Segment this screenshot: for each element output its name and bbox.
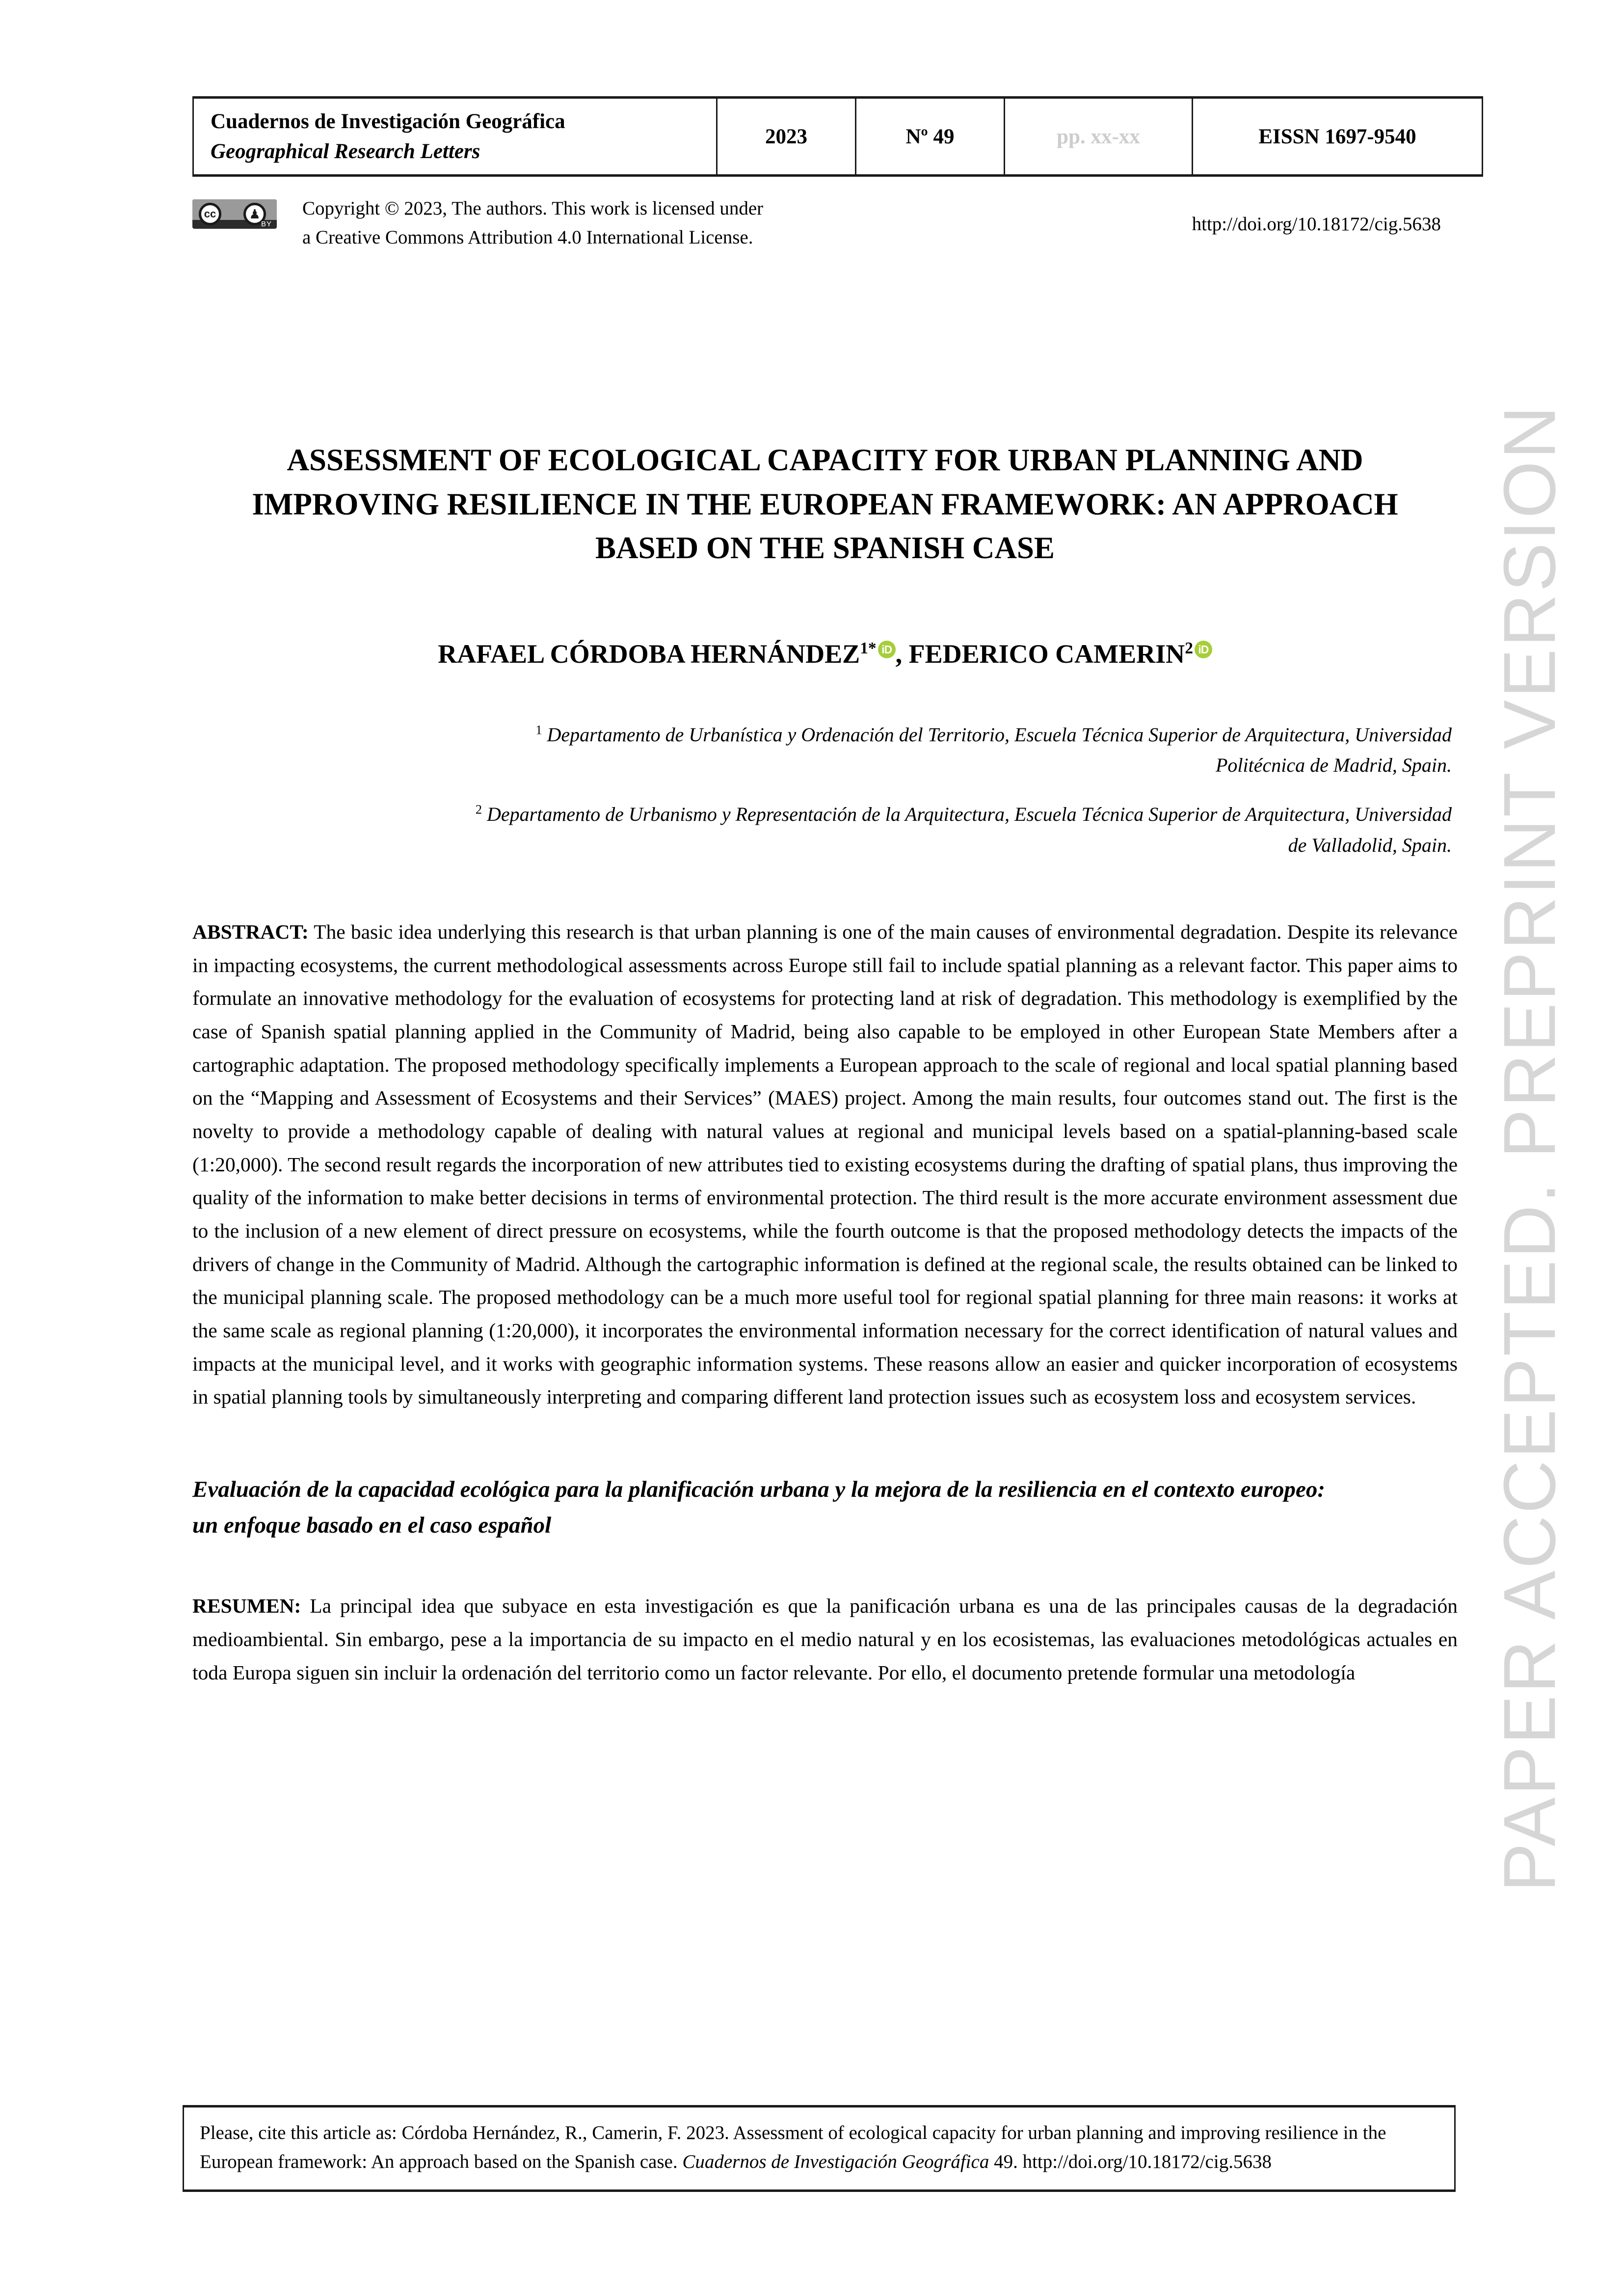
doi-link[interactable]: http://doi.org/10.18172/cig.5638	[1192, 214, 1441, 235]
author-list	[192, 637, 1458, 671]
orcid-icon-author-1[interactable]: iD	[878, 641, 896, 658]
license-line-2: a Creative Commons Attribution 4.0 International License.	[302, 226, 753, 248]
spanish-title: Evaluación de la capacidad ecológica para la planificación urbana y la mejora de la resiliencia en el contexto europeo: un enfoque basado en el caso español	[192, 1476, 1326, 1539]
affiliations-block	[192, 720, 1458, 861]
content-column	[192, 0, 1458, 1689]
resumen-section	[192, 1590, 1458, 1689]
license-text-block	[302, 194, 862, 252]
masthead-row	[193, 98, 1483, 176]
author-marker-1: 1*	[860, 639, 877, 658]
license-row	[192, 194, 1458, 252]
affiliation-1	[457, 720, 1452, 781]
cc-person-icon: ♟	[243, 203, 266, 225]
affiliation-marker-2: 2	[475, 802, 482, 817]
article-title: ASSESSMENT OF ECOLOGICAL CAPACITY FOR URBAN PLANNING AND IMPROVING RESILIENCE IN THE EUROPEAN FRAMEWORK: AN APPROACH BASED ON THE SPANISH CASE	[252, 443, 1398, 565]
journal-name-cell	[193, 98, 717, 176]
creative-commons-badge-icon	[192, 199, 277, 229]
journal-name-en: Geographical Research Letters	[211, 140, 480, 163]
journal-issue-number: Nº 49	[856, 98, 1005, 176]
citation-part-1: Please, cite this article as: Córdoba Hernández, R., Camerin, F. 2023. Assessment of ecological capacity for urban planning and improving resilience in the European framework: An approach based on the Spanish case.	[200, 2122, 1386, 2173]
resumen-label: RESUMEN:	[192, 1594, 301, 1618]
resumen-body: La principal idea que subyace en esta investigación es que la panificación urbana es una de las principales causas de la degradación medioambiental. Sin embargo, pese a la importancia de su impacto en el medio natural y en los ecosistemas, las evaluaciones metodológicas actuales en toda Europa siguen sin incluir la ordenación del territorio como un factor relevante. Por ello, el documento pretende formular una metodología	[192, 1594, 1458, 1684]
orcid-icon-author-2[interactable]: iD	[1195, 641, 1212, 658]
citation-journal-name: Cuadernos de Investigación Geográfica	[682, 2151, 989, 2173]
author-name-1: RAFAEL CÓRDOBA HERNÁNDEZ	[438, 639, 860, 669]
cc-by-label: BY	[261, 220, 272, 229]
preprint-watermark	[1456, 0, 1603, 2296]
abstract-body: The basic idea underlying this research is that urban planning is one of the main causes of environmental degradation. Despite its relevance in impacting ecosystems, the current methodological assessments across Europe still fail to include spatial planning as a relevant factor. This paper aims to formulate an innovative methodology for the evaluation of ecosystems for protecting land at risk of degradation. This methodology is exemplified by the case of Spanish spatial planning applied in the Community of Madrid, being also capable to be employed in other European State Members after a cartographic adaptation. The proposed methodology specifically implements a European approach to the scale of regional and local spatial planning based on the “Mapping and Assessment of Ecosystems and their Services” (MAES) project. Among the main results, four outcomes stand out. The first is the novelty to provide a methodology capable of dealing with natural values at regional and municipal levels based on a spatial-planning-based scale (1:20,000). The second result regards the incorporation of new attributes tied to existing ecosystems during the drafting of spatial plans, thus improving the quality of the information to make better decisions in terms of environmental protection. The third result is the more accurate environment assessment due to the inclusion of a new element of direct pressure on ecosystems, while the fourth outcome is that the proposed methodology detects the impacts of the drivers of change in the Community of Madrid. Although the cartographic information is defined at the regional scale, the results obtained can be linked to the municipal planning scale. The proposed methodology can be a much more useful tool for regional spatial planning for three main reasons: it works at the same scale as regional planning (1:20,000), it incorporates the environmental information necessary for the correct identification of natural values and impacts at the municipal level, and it works with geographic information systems. These reasons allow an easier and quicker incorporation of ecosystems in spatial planning tools by simultaneously interpreting and comparing different land protection issues such as ecosystem loss and ecosystem services.	[192, 920, 1458, 1408]
author-marker-2: 2	[1185, 639, 1193, 658]
journal-eissn: EISSN 1697-9540	[1193, 98, 1483, 176]
affiliation-text-1: Departamento de Urbanística y Ordenación del Territorio, Escuela Técnica Superior de Arquitectura, Universidad Politécnica de Madrid, Spain.	[542, 723, 1452, 777]
journal-name-es: Cuadernos de Investigación Geográfica	[211, 110, 565, 133]
journal-page-range: pp. xx-xx	[1005, 98, 1193, 176]
author-name-2: , FEDERICO CAMERIN	[895, 639, 1185, 669]
journal-year: 2023	[717, 98, 856, 176]
cc-logo-icon: cc	[199, 203, 221, 225]
journal-masthead-table	[192, 96, 1483, 177]
citation-part-2: 49. http://doi.org/10.18172/cig.5638	[989, 2151, 1272, 2173]
citation-box	[183, 2105, 1456, 2192]
abstract-label: ABSTRACT:	[192, 920, 309, 944]
affiliation-marker-1: 1	[535, 722, 542, 737]
affiliation-2	[457, 799, 1452, 861]
license-line-1: Copyright © 2023, The authors. This work is licensed under	[302, 198, 764, 219]
affiliation-text-2: Departamento de Urbanismo y Representación de la Arquitectura, Escuela Técnica Superior de Arquitectura, Universidad de Valladolid, Spain.	[482, 803, 1452, 856]
abstract-section	[192, 916, 1458, 1414]
watermark-text: PAPER ACCEPTED. PREPRINT VERSION	[1488, 404, 1571, 1892]
